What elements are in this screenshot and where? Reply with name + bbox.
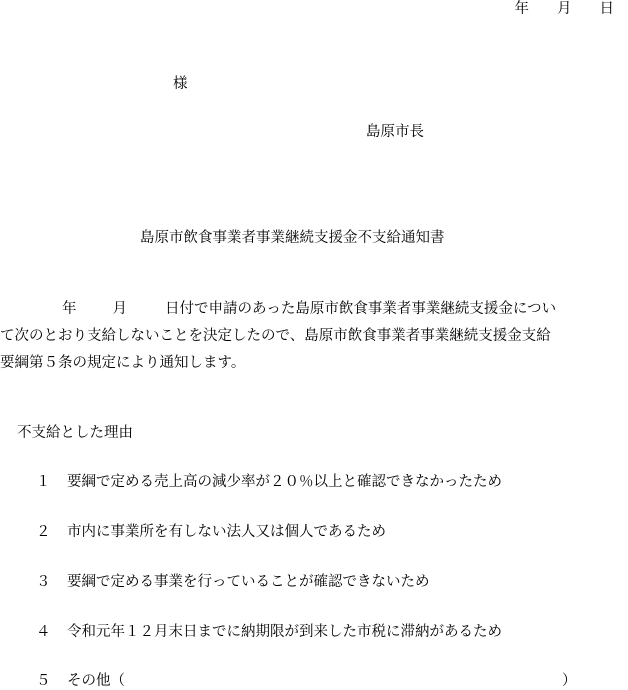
reason-text: 要綱で定める事業を行っていることが確認できないため [67,574,430,590]
body-line-2: て次のとおり支給しないことを決定したので、島原市飲食事業者事業継続支援金支給 [0,328,551,344]
reason-number: ４ [36,624,51,640]
reason-number: ５ [36,673,51,689]
reasons-heading: 不支給とした理由 [17,425,133,441]
recipient-suffix: 様 [173,76,188,92]
reason-text: 令和元年１２月末日までに納期限が到来した市税に滞納があるため [67,624,502,640]
sender-name: 島原市長 [366,124,424,140]
reason-number: ３ [36,574,51,590]
reason-item [36,573,430,591]
body-line-1 [0,296,628,323]
body-month-label: 月 [112,301,127,317]
reason-item [36,473,502,491]
document-date [515,0,615,18]
date-month-label: 月 [557,1,572,17]
reason-number: ２ [36,524,51,540]
reason-text: 市内に事業所を有しない法人又は個人であるため [67,524,386,540]
date-year-label: 年 [514,1,529,17]
reason-number: １ [36,474,51,490]
reason-item [36,623,502,641]
other-close-paren: ） [562,673,577,689]
document-title: 島原市飲食事業者事業継続支援金不支給通知書 [140,230,445,246]
body-line-1-text: 日付で申請のあった島原市飲食事業者事業継続支援金につい [165,301,557,317]
date-day-label: 日 [599,1,614,17]
reason-item [36,523,386,541]
reason-text: 要綱で定める売上高の減少率が２０％以上と確認できなかったため [67,474,502,490]
reason-item [36,672,125,690]
reason-text: その他（ [67,673,125,689]
body-year-label: 年 [62,301,77,317]
body-paragraph [0,296,628,377]
body-line-3: 要綱第５条の規定により通知します。 [0,355,246,371]
